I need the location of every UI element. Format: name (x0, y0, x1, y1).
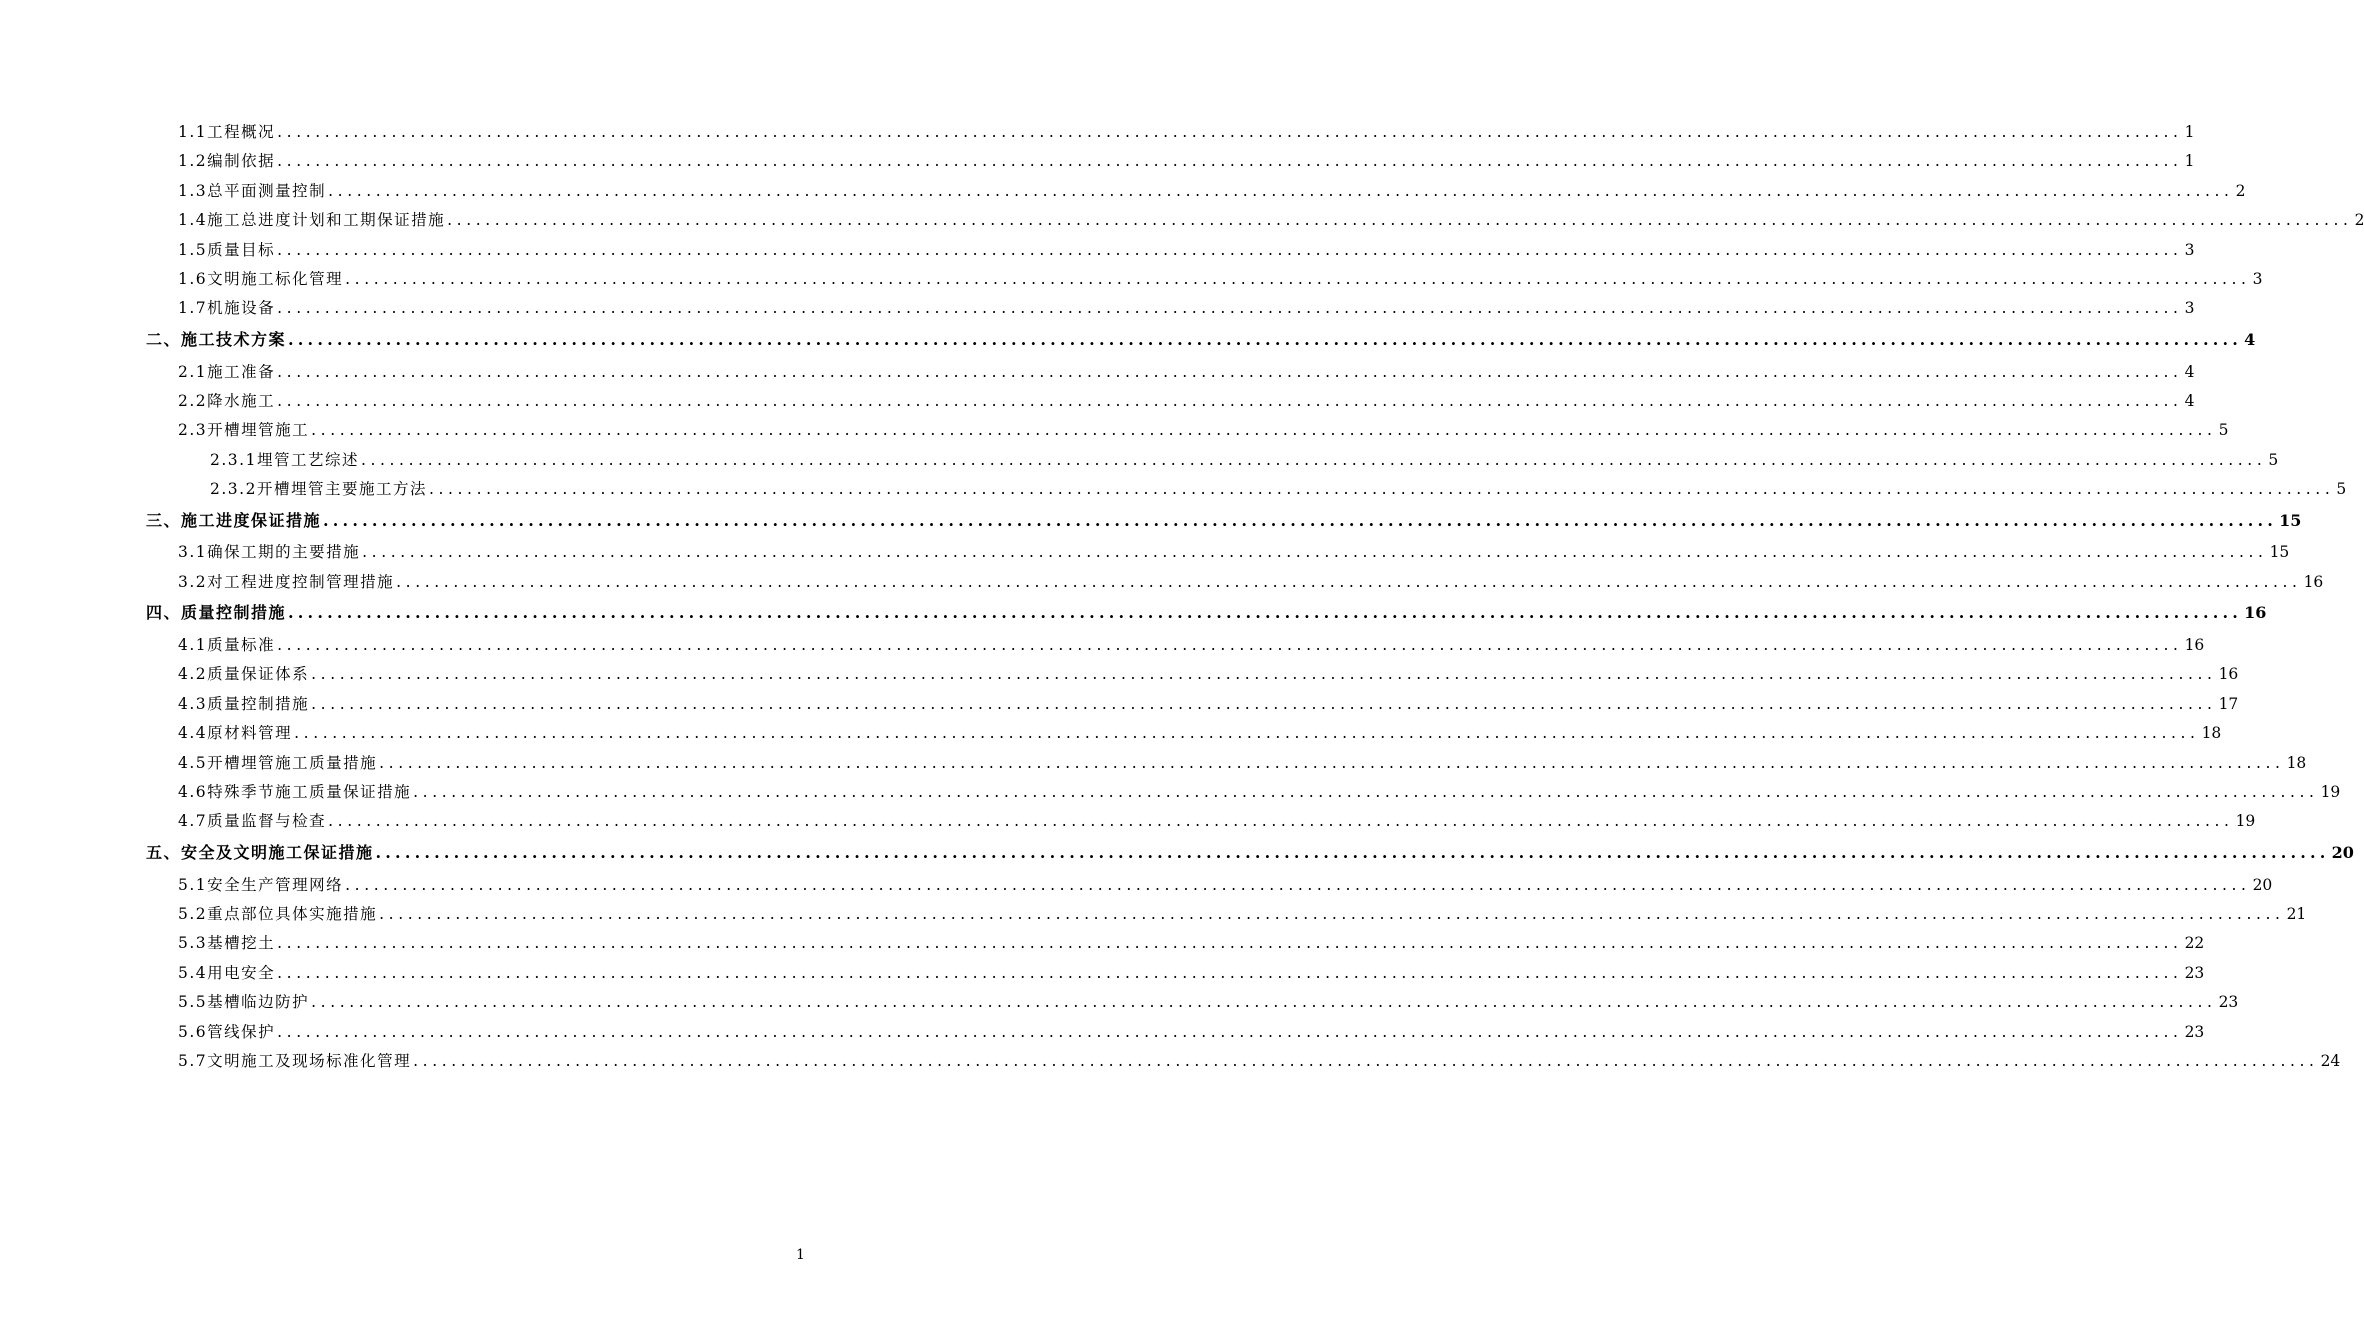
toc-entry-page: 20 (2331, 843, 2354, 862)
toc-entry[interactable] (178, 632, 2205, 658)
toc-entry[interactable] (178, 207, 2364, 233)
toc-entry-page: 18 (2286, 753, 2307, 772)
toc-entry-title: 二、施工技术方案 (146, 330, 287, 349)
toc-entry-title: 三、施工进度保证措施 (146, 510, 322, 530)
toc-entry-title: 5.1安全生产管理网络 (178, 875, 344, 894)
toc-dot-leader: ........................................................................................................................................................................................................ (328, 812, 2234, 831)
toc-entry-page: 5 (2218, 421, 2229, 440)
toc-entry[interactable] (178, 989, 2239, 1015)
toc-entry[interactable] (178, 960, 2205, 986)
toc-entry[interactable] (178, 417, 2229, 443)
toc-dot-leader: ........................................................................................................................................................................................................ (277, 636, 2183, 654)
toc-dot-leader: ........................................................................................................................................................................................................ (277, 362, 2183, 381)
toc-chapter-entry[interactable] (146, 508, 2302, 534)
toc-entry[interactable] (178, 295, 2195, 321)
toc-dot-leader: ........................................................................................................................................................................................................ (277, 299, 2183, 318)
toc-entry[interactable] (178, 779, 2341, 805)
toc-entry-title: 2.3.2开槽埋管主要施工方法 (210, 480, 427, 499)
toc-entry-page: 4 (2184, 392, 2195, 410)
toc-entry[interactable] (178, 691, 2239, 717)
toc-entry-title: 1.6文明施工标化管理 (178, 270, 344, 288)
toc-dot-leader: ........................................................................................................................................................................................................ (379, 905, 2285, 923)
toc-dot-leader: ........................................................................................................................................................................................................ (396, 572, 2302, 591)
toc-entry-page: 4 (2184, 362, 2195, 381)
toc-dot-leader: ........................................................................................................................................................................................................ (311, 665, 2217, 684)
toc-entry-title: 1.2编制依据 (178, 152, 276, 171)
toc-entry[interactable] (178, 661, 2239, 687)
toc-entry[interactable] (178, 750, 2307, 776)
toc-entry-page: 5 (2336, 480, 2347, 499)
toc-entry-title: 2.3.1埋管工艺综述 (210, 450, 359, 469)
page-number: 1 (796, 1247, 805, 1263)
toc-entry-page: 3 (2184, 240, 2195, 259)
toc-entry-page: 16 (2218, 665, 2239, 684)
toc-dot-leader: ........................................................................................................................................................................................................ (311, 694, 2217, 713)
toc-entry-title: 5.2重点部位具体实施措施 (178, 905, 378, 923)
toc-entry-page: 4 (2244, 330, 2256, 349)
toc-entry-page: 1 (2184, 152, 2195, 171)
toc-dot-leader: ........................................................................................................................................................................................................ (294, 724, 2200, 743)
toc-dot-leader: ........................................................................................................................................................................................................ (375, 843, 2330, 862)
toc-dot-leader: ........................................................................................................................................................................................................ (311, 421, 2217, 440)
toc-entry-title: 5.6管线保护 (178, 1022, 276, 1041)
toc-dot-leader: ........................................................................................................................................................................................................ (447, 211, 2353, 230)
toc-entry-title: 5.4用电安全 (178, 963, 276, 982)
toc-entry-page: 5 (2268, 450, 2279, 469)
toc-entry[interactable] (178, 539, 2290, 565)
toc-dot-leader: ........................................................................................................................................................................................................ (277, 123, 2183, 141)
toc-entry-page: 24 (2320, 1052, 2341, 1070)
toc-dot-leader: ........................................................................................................................................................................................................ (277, 392, 2183, 410)
toc-dot-leader: ........................................................................................................................................................................................................ (345, 875, 2251, 894)
toc-entry[interactable] (178, 119, 2195, 145)
toc-entry-page: 16 (2244, 603, 2267, 623)
toc-entry-title: 1.5质量目标 (178, 240, 276, 259)
toc-entry-page: 16 (2184, 636, 2205, 654)
toc-dot-leader: ........................................................................................................................................................................................................ (413, 1052, 2319, 1070)
toc-dot-leader: ........................................................................................................................................................................................................ (379, 753, 2285, 772)
toc-entry[interactable] (178, 930, 2205, 956)
toc-entry[interactable] (178, 388, 2195, 414)
toc-entry-title: 4.4原材料管理 (178, 724, 293, 743)
toc-entry-page: 16 (2303, 572, 2324, 591)
toc-entry[interactable] (178, 901, 2307, 927)
toc-dot-leader: ........................................................................................................................................................................................................ (277, 240, 2183, 259)
toc-chapter-entry[interactable] (146, 327, 2256, 353)
toc-entry-title: 1.1工程概况 (178, 123, 276, 141)
toc-entry-title: 5.5基槽临边防护 (178, 993, 310, 1012)
toc-entry[interactable] (178, 720, 2222, 746)
toc-entry-page: 19 (2320, 783, 2341, 801)
toc-entry-title: 四、质量控制措施 (146, 603, 287, 623)
toc-entry[interactable] (178, 237, 2195, 263)
toc-dot-leader: ........................................................................................................................................................................................................ (277, 1022, 2183, 1041)
toc-dot-leader: ........................................................................................................................................................................................................ (277, 152, 2183, 171)
toc-dot-leader: ........................................................................................................................................................................................................ (288, 603, 2243, 623)
toc-entry-title: 5.7文明施工及现场标准化管理 (178, 1052, 412, 1070)
toc-entry-title: 5.3基槽挖土 (178, 934, 276, 953)
toc-entry-page: 15 (2269, 543, 2290, 562)
toc-entry-title: 1.7机施设备 (178, 299, 276, 318)
toc-dot-leader: ........................................................................................................................................................................................................ (428, 480, 2335, 499)
toc-entry-title: 2.2降水施工 (178, 392, 276, 410)
toc-entry[interactable] (178, 1048, 2341, 1074)
toc-dot-leader: ........................................................................................................................................................................................................ (328, 181, 2234, 200)
toc-entry[interactable] (178, 178, 2246, 204)
toc-dot-leader: ........................................................................................................................................................................................................ (277, 963, 2183, 982)
toc-entry[interactable] (178, 266, 2263, 292)
toc-entry-page: 18 (2201, 724, 2222, 743)
toc-entry-page: 17 (2218, 694, 2239, 713)
toc-entry-title: 五、安全及文明施工保证措施 (146, 843, 374, 862)
toc-entry[interactable] (178, 872, 2273, 898)
toc-chapter-entry[interactable] (146, 840, 2354, 866)
toc-entry-page: 22 (2184, 934, 2205, 953)
toc-entry-title: 4.1质量标准 (178, 636, 276, 654)
toc-dot-leader: ........................................................................................................................................................................................................ (277, 934, 2183, 953)
toc-entry[interactable] (178, 808, 2256, 834)
toc-entry[interactable] (178, 1019, 2205, 1045)
toc-entry-title: 4.6特殊季节施工质量保证措施 (178, 783, 412, 801)
toc-dot-leader: ........................................................................................................................................................................................................ (413, 783, 2319, 801)
toc-dot-leader: ........................................................................................................................................................................................................ (362, 543, 2268, 562)
toc-entry-title: 2.1施工准备 (178, 362, 276, 381)
toc-entry-title: 4.3质量控制措施 (178, 694, 310, 713)
toc-dot-leader: ........................................................................................................................................................................................................ (311, 993, 2217, 1012)
toc-entry-page: 19 (2235, 812, 2256, 831)
toc-entry[interactable] (210, 447, 2279, 473)
toc-entry-page: 23 (2184, 1022, 2205, 1041)
toc-dot-leader: ........................................................................................................................................................................................................ (360, 450, 2267, 469)
toc-entry-page: 3 (2184, 299, 2195, 318)
toc-entry-title: 2.3开槽埋管施工 (178, 421, 310, 440)
toc-entry[interactable] (178, 148, 2195, 174)
toc-entry[interactable] (178, 359, 2195, 385)
toc-entry-page: 23 (2218, 993, 2239, 1012)
toc-dot-leader: ........................................................................................................................................................................................................ (288, 330, 2243, 349)
toc-entry-title: 1.4施工总进度计划和工期保证措施 (178, 211, 446, 230)
toc-entry-title: 3.1确保工期的主要措施 (178, 543, 361, 562)
toc-entry-page: 15 (2279, 510, 2302, 530)
toc-entry-title: 4.2质量保证体系 (178, 665, 310, 684)
toc-entry-title: 4.5开槽埋管施工质量措施 (178, 753, 378, 772)
toc-entry-page: 20 (2252, 875, 2273, 894)
toc-entry-title: 3.2对工程进度控制管理措施 (178, 572, 395, 591)
toc-entry-page: 23 (2184, 963, 2205, 982)
toc-entry-page: 3 (2252, 270, 2263, 288)
toc-entry[interactable] (178, 569, 2324, 595)
toc-entry-page: 1 (2184, 123, 2195, 141)
toc-entry[interactable] (210, 476, 2347, 502)
toc-entry-page: 21 (2286, 905, 2307, 923)
toc-entry-title: 4.7质量监督与检查 (178, 812, 327, 831)
toc-chapter-entry[interactable] (146, 600, 2267, 626)
toc-entry-page: 2 (2235, 181, 2246, 200)
toc-entry-page: 2 (2354, 211, 2364, 230)
toc-entry-title: 1.3总平面测量控制 (178, 181, 327, 200)
toc-dot-leader: ........................................................................................................................................................................................................ (345, 270, 2251, 288)
toc-dot-leader: ........................................................................................................................................................................................................ (323, 510, 2278, 530)
